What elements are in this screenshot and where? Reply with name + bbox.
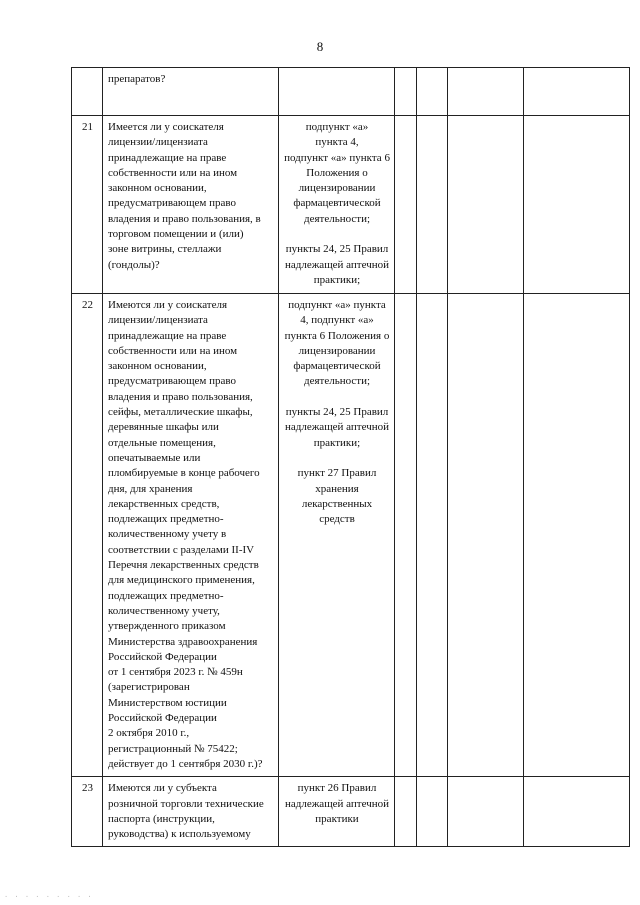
question-cell: Имеются ли у субъекта розничной торговли технические паспорта (инструкции, руководства) к используемому xyxy=(103,777,279,847)
table-row xyxy=(72,68,630,116)
row-number-cell xyxy=(72,68,103,116)
note-cell xyxy=(524,68,630,116)
note-cell xyxy=(524,777,630,847)
answer-yes-cell xyxy=(395,68,417,116)
reference-cell: подпункт «а» пункта 4, подпункт «а» пункта 6 Положения о лицензировании фармацевтической деятельности; пункты 24, 25 Правил надлежащей аптечной практики; xyxy=(279,116,395,294)
answer-no-cell xyxy=(417,68,448,116)
table-row xyxy=(72,777,630,847)
question-cell: препаратов? xyxy=(103,68,279,116)
table-row xyxy=(72,116,630,294)
answer-yes-cell xyxy=(395,294,417,777)
note-cell xyxy=(524,116,630,294)
checklist-table xyxy=(71,67,630,847)
row-number-cell: 22 xyxy=(72,294,103,777)
row-number-cell: 23 xyxy=(72,777,103,847)
table-row xyxy=(72,294,630,777)
answer-no-cell xyxy=(417,116,448,294)
reference-cell: пункт 26 Правил надлежащей аптечной практики xyxy=(279,777,395,847)
question-cell: Имеются ли у соискателя лицензии/лицензиата принадлежащие на праве собственности или на ином законном основании, предусматривающем право владения и право пользования, сейфы, металлические шкафы, деревянные шкафы или отдельные помещения, опечатываемые или пломбируемые в конце рабочего дня, для хранения лекарственных средств, подлежащих предметно- количественному учету в соответствии с разделами II-IV Перечня лекарственных средств для медицинского применения, подлежащих предметно- количественному учету, утвержденного приказом Министерства здравоохранения Российской Федерации от 1 сентября 2023 г. № 459н (зарегистрирован Министерством юстиции Российской Федерации 2 октября 2010 г., регистрационный № 75422; действует до 1 сентября 2030 г.)? xyxy=(103,294,279,777)
row-number-cell: 21 xyxy=(72,116,103,294)
reference-cell: подпункт «а» пункта 4, подпункт «а» пункта 6 Положения о лицензировании фармацевтической деятельности; пункты 24, 25 Правил надлежащей аптечной практики; пункт 27 Правил хранения лекарственных средств xyxy=(279,294,395,777)
question-cell: Имеется ли у соискателя лицензии/лицензиата принадлежащие на праве собственности или на ином законном основании, предусматривающем право владения и право пользования, в торговом помещении и (или) зоне витрины, стеллажи (гондолы)? xyxy=(103,116,279,294)
answer-no-cell xyxy=(417,294,448,777)
answer-na-cell xyxy=(448,777,524,847)
answer-na-cell xyxy=(448,294,524,777)
answer-yes-cell xyxy=(395,777,417,847)
answer-na-cell xyxy=(448,68,524,116)
answer-yes-cell xyxy=(395,116,417,294)
reference-cell xyxy=(279,68,395,116)
page-number: 8 xyxy=(316,39,324,54)
note-cell xyxy=(524,294,630,777)
scan-footer-mark: · · · · · · · · · xyxy=(4,893,93,901)
answer-no-cell xyxy=(417,777,448,847)
answer-na-cell xyxy=(448,116,524,294)
